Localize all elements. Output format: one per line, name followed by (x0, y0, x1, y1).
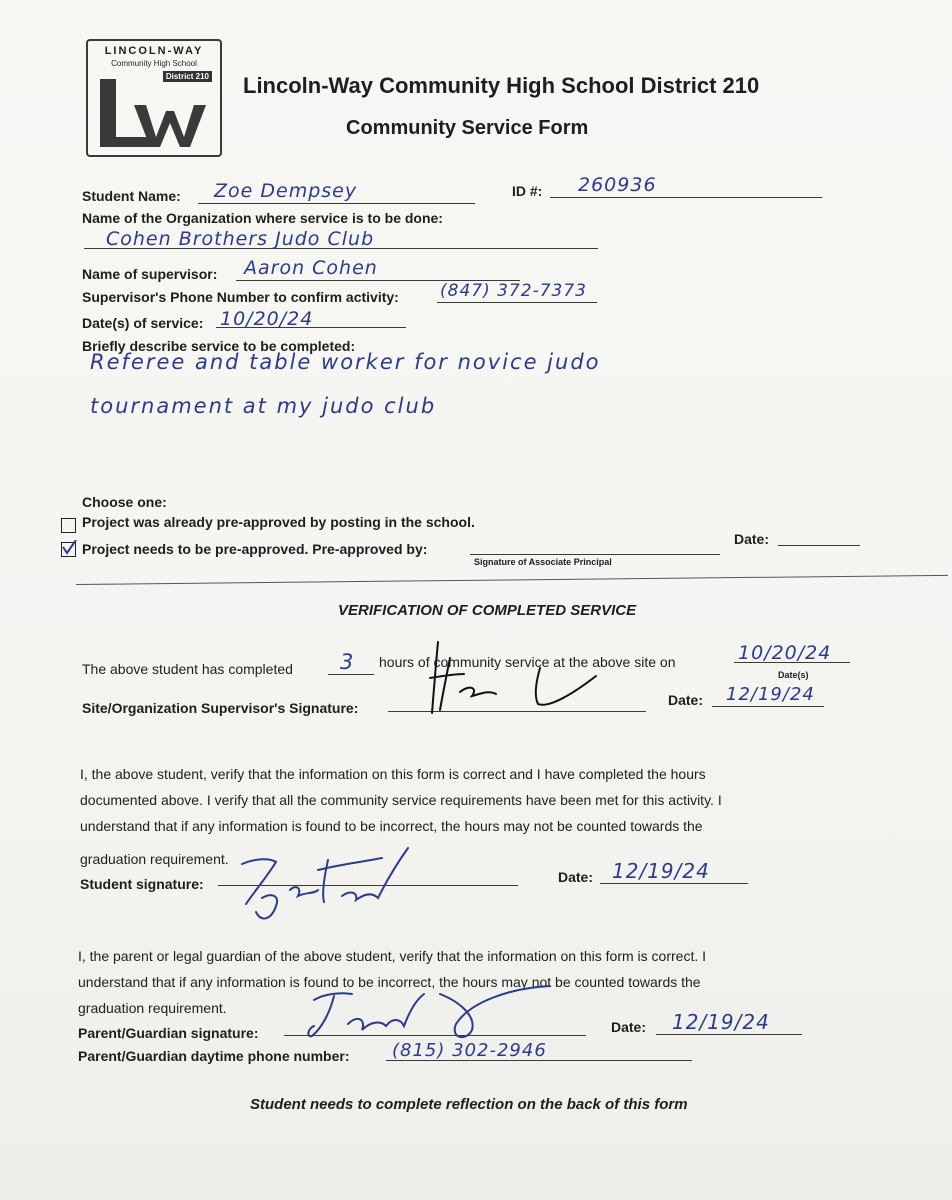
student-name-line (198, 203, 475, 204)
student-signature-label: Student signature: (80, 876, 204, 892)
verification-heading: VERIFICATION OF COMPLETED SERVICE (338, 602, 637, 619)
supervisor-signature-label: Site/Organization Supervisor's Signature: (82, 700, 359, 716)
supervisor-date-value[interactable]: 12/19/24 (726, 684, 815, 705)
lw-monogram-icon (94, 71, 214, 151)
logo-line2: Community High School (111, 59, 197, 68)
parent-signature-label: Parent/Guardian signature: (78, 1025, 259, 1041)
logo-line1: LINCOLN-WAY (104, 45, 204, 57)
supervisor-signature-image[interactable] (420, 638, 610, 718)
form-subtitle: Community Service Form (346, 117, 589, 139)
verification-text-b: hours of community service at the above site on (379, 654, 676, 670)
parent-date-line (656, 1034, 802, 1035)
student-statement-line-1: I, the above student, verify that the information on this form is correct and I have completed the hours (80, 766, 706, 782)
parent-statement-line-2: understand that if any information is found to be incorrect, the hours may not be counted towards the (78, 974, 701, 990)
student-name-value[interactable]: Zoe Dempsey (214, 180, 358, 202)
parent-phone-value[interactable]: (815) 302-2946 (392, 1040, 547, 1061)
supervisor-label: Name of supervisor: (82, 266, 218, 282)
district-logo (86, 39, 222, 157)
choose-label: Choose one: (82, 494, 167, 510)
associate-principal-signature-line[interactable] (470, 554, 720, 555)
student-statement-line-3: understand that if any information is found to be incorrect, the hours may not be counted towards the (80, 818, 703, 834)
parent-statement-line-3: graduation requirement. (78, 1000, 227, 1016)
dates-caption: Date(s) (778, 670, 809, 680)
hours-value[interactable]: 3 (340, 650, 355, 674)
student-date-value[interactable]: 12/19/24 (612, 859, 710, 883)
phone-line (437, 302, 597, 303)
supervisor-date-line (712, 706, 824, 707)
student-statement-line-4: graduation requirement. (80, 851, 229, 867)
student-statement-line-2: documented above. I verify that all the community service requirements have been met for this activity. I (80, 792, 722, 808)
hours-line (328, 674, 374, 675)
option-preapproved-label: Project was already pre-approved by posting in the school. (82, 514, 475, 530)
section-divider (76, 575, 948, 585)
site-date-value[interactable]: 10/20/24 (738, 642, 832, 664)
parent-statement-line-1: I, the parent or legal guardian of the above student, verify that the information on this form is correct. I (78, 948, 707, 964)
dates-value[interactable]: 10/20/24 (220, 308, 314, 330)
phone-value[interactable]: (847) 372-7373 (440, 281, 587, 301)
phone-label: Supervisor's Phone Number to confirm activity: (82, 289, 399, 305)
supervisor-date-label: Date: (668, 692, 704, 708)
describe-line-2[interactable]: tournament at my judo club (90, 394, 437, 418)
parent-date-label: Date: (611, 1019, 647, 1035)
needs-approval-checkbox[interactable] (61, 542, 76, 557)
associate-principal-caption: Signature of Associate Principal (474, 557, 612, 567)
checkmark-icon (61, 540, 77, 556)
student-name-label: Student Name: (82, 188, 181, 204)
describe-label: Briefly describe service to be completed: (82, 338, 356, 354)
id-value[interactable]: 260936 (578, 174, 657, 196)
student-signature-image[interactable] (232, 842, 432, 932)
student-date-label: Date: (558, 869, 594, 885)
student-date-line (600, 883, 748, 884)
describe-line-1[interactable]: Referee and table worker for novice judo (90, 350, 601, 374)
supervisor-value[interactable]: Aaron Cohen (244, 257, 378, 279)
id-line (550, 197, 822, 198)
approval-date-label: Date: (734, 531, 770, 547)
parent-phone-label: Parent/Guardian daytime phone number: (78, 1048, 350, 1064)
id-label: ID #: (512, 183, 543, 199)
approval-date-line[interactable] (778, 545, 860, 546)
dates-label: Date(s) of service: (82, 315, 204, 331)
preapproved-checkbox[interactable] (61, 518, 76, 533)
parent-date-value[interactable]: 12/19/24 (672, 1010, 770, 1034)
org-value[interactable]: Cohen Brothers Judo Club (106, 228, 375, 250)
option-needs-approval-label: Project needs to be pre-approved. Pre-approved by: (82, 541, 428, 557)
org-label: Name of the Organization where service is to be done: (82, 210, 443, 226)
reflection-note: Student needs to complete reflection on the back of this form (250, 1096, 688, 1113)
form-title: Lincoln-Way Community High School District 210 (243, 73, 760, 98)
verification-text-a: The above student has completed (82, 661, 293, 677)
logo-district: District 210 (163, 71, 212, 82)
